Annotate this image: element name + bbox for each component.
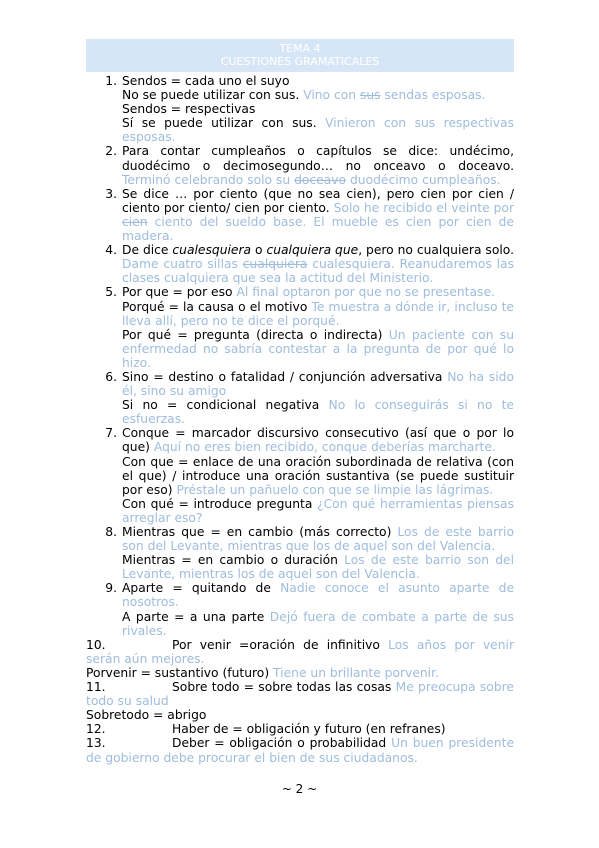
list-item bbox=[86, 144, 514, 186]
title-banner bbox=[86, 39, 514, 72]
list-item bbox=[86, 722, 514, 736]
item-number: 4. bbox=[105, 243, 117, 258]
example-text: duodécimo cumpleaños. bbox=[346, 172, 501, 187]
item-number: 9. bbox=[105, 581, 117, 596]
list-item bbox=[86, 680, 514, 722]
rule-line bbox=[86, 736, 514, 764]
example-text: cualesquiera. Reanudaremos las clases cualquiera que sea la actitud del Ministerio. bbox=[122, 257, 514, 286]
rule-line bbox=[122, 370, 514, 398]
example-text: Tiene un brillante porvenir. bbox=[269, 665, 439, 680]
list-item bbox=[86, 243, 514, 285]
rule-line bbox=[122, 88, 514, 102]
rule-text: Sendos = respectivas bbox=[122, 102, 256, 117]
item-number: 7. bbox=[105, 426, 117, 441]
struck-word: sus bbox=[359, 88, 381, 103]
rule-line bbox=[86, 638, 514, 666]
rule-line bbox=[122, 553, 514, 581]
rule-line bbox=[122, 116, 514, 144]
title-line-1: TEMA 4 bbox=[279, 42, 321, 55]
rule-line bbox=[122, 497, 514, 525]
example-text: Un buen presidente de gobierno debe procurar el bien de sus ciudadanos. bbox=[86, 736, 515, 765]
title-line-2: CUESTIONES GRAMATICALES bbox=[220, 55, 380, 68]
rule-line bbox=[122, 243, 514, 285]
example-text: Terminó celebrando solo su bbox=[122, 172, 295, 187]
italic-term: cualesquiera bbox=[172, 243, 252, 258]
rule-text: De dice bbox=[122, 243, 173, 258]
rule-text: Sobre todo = sobre todas las cosas bbox=[172, 680, 392, 695]
example-text: Un paciente con su enfermedad no sabría contestar a la pregunta de por qué lo hizo. bbox=[122, 327, 514, 370]
list-item bbox=[86, 426, 514, 525]
rule-text: Porqué = la causa o el motivo bbox=[122, 299, 308, 314]
struck-word: doceavo bbox=[294, 172, 347, 187]
list-item bbox=[86, 187, 514, 243]
item-number: 3. bbox=[105, 186, 117, 201]
rule-line bbox=[122, 398, 514, 426]
example-text: Los de este barrio son del Levante, mientras los de aquel son del Valencia. bbox=[122, 553, 514, 582]
example-text: sendas esposas. bbox=[380, 88, 486, 103]
example-text: ¿Con qué herramientas piensas arreglar eso? bbox=[122, 496, 514, 525]
rule-line bbox=[122, 187, 514, 243]
rule-line bbox=[122, 455, 514, 497]
rule-line bbox=[122, 610, 514, 638]
item-number: 2. bbox=[105, 144, 117, 159]
rule-line bbox=[122, 285, 514, 299]
struck-word: cualquiera bbox=[242, 257, 308, 272]
example-text: No ha sido él, sino su amigo bbox=[122, 369, 514, 399]
rule-text: Sendos = cada uno el suyo bbox=[122, 74, 290, 88]
item-number: 12. bbox=[86, 722, 106, 737]
example-text: Los de este barrio son del Levante, mientras que los de aquel son del Valencia. bbox=[122, 525, 514, 554]
rule-text: Conque = marcador discursivo consecutivo (así que o por lo que) bbox=[122, 426, 514, 455]
rule-line bbox=[122, 300, 514, 328]
item-number: 8. bbox=[105, 525, 117, 539]
example-text: Préstale un pañuelo con que se limpie las lágrimas. bbox=[172, 482, 494, 497]
rule-text: Se dice … por ciento (que no sea cien), pero cien por cien / ciento por ciento/ cien por ciento. bbox=[122, 186, 514, 215]
example-text: Te muestra a dónde ir, incluso te lleva allí, pero no te dice el porqué. bbox=[122, 299, 515, 328]
list-item bbox=[86, 370, 514, 426]
rule-text: Porvenir = sustantivo (futuro) bbox=[86, 665, 270, 680]
list-item bbox=[86, 74, 514, 144]
item-number: 5. bbox=[105, 285, 117, 300]
example-text: Al final optaron por que no se presentase. bbox=[232, 285, 495, 300]
rule-text: , pero no cualquiera solo. bbox=[358, 243, 514, 258]
rule-text: Sino = destino o fatalidad / conjunción adversativa bbox=[122, 369, 443, 384]
rule-line bbox=[86, 666, 514, 680]
list-item bbox=[86, 581, 514, 637]
example-text: Vinieron con sus respectivas esposas. bbox=[122, 116, 514, 145]
rule-line bbox=[86, 722, 514, 736]
italic-term: cualquiera que bbox=[266, 243, 359, 258]
item-number: 11. bbox=[86, 680, 106, 695]
item-number: 1. bbox=[105, 74, 117, 88]
example-text: Dejó fuera de combate a parte de sus rivales. bbox=[122, 609, 514, 638]
rule-text: Con qué = introduce pregunta bbox=[122, 496, 313, 511]
item-number: 6. bbox=[105, 369, 117, 384]
item-number: 13. bbox=[86, 736, 106, 751]
example-text: Aquí no eres bien recibido, conque deberías marcharte. bbox=[149, 440, 496, 455]
rule-text: A parte = a una parte bbox=[122, 609, 265, 624]
rule-text: Con que = enlace de una oración subordinada de relativa (con el que) / introduce una oración sustantiva (se puede sustituir por eso) bbox=[122, 454, 514, 497]
rule-text: Mientras = en cambio o duración bbox=[122, 553, 338, 568]
rule-text: Si no = condicional negativa bbox=[122, 398, 320, 413]
rule-text: No se puede utilizar con sus. bbox=[122, 88, 300, 103]
rule-text: Haber de = obligación y futuro (en refranes) bbox=[172, 722, 446, 737]
list-item bbox=[86, 525, 514, 581]
grammar-list bbox=[86, 74, 514, 765]
rule-text: Sí se puede utilizar con sus. bbox=[122, 116, 317, 131]
item-number: 10. bbox=[86, 637, 106, 652]
example-text: Me preocupa sobre todo su salud bbox=[86, 680, 514, 709]
rule-line bbox=[122, 144, 514, 186]
rule-text: Deber = obligación o probabilidad bbox=[172, 736, 387, 751]
rule-line bbox=[122, 581, 514, 609]
page-number: ~ 2 ~ bbox=[281, 782, 318, 796]
rule-line bbox=[86, 708, 514, 722]
example-text: Solo he recibido el veinte por bbox=[329, 200, 514, 215]
example-text: Los años por venir serán aún mejores. bbox=[86, 637, 514, 666]
example-text: No lo conseguirás si no te esfuerzas. bbox=[122, 398, 514, 427]
rule-text: Para contar cumpleaños o capítulos se dice: undécimo, duodécimo o decimosegundo… no onceavo o doceavo. bbox=[122, 144, 514, 173]
rule-text: Por que = por eso bbox=[122, 285, 233, 300]
rule-line bbox=[122, 328, 514, 370]
rule-line bbox=[122, 74, 514, 88]
rule-line bbox=[122, 102, 514, 116]
list-item bbox=[86, 638, 514, 680]
rule-text: Sobretodo = abrigo bbox=[86, 708, 207, 723]
rule-line bbox=[122, 426, 514, 454]
list-item bbox=[86, 285, 514, 370]
struck-word: cien bbox=[122, 214, 148, 229]
rule-text: Mientras que = en cambio (más correcto) bbox=[122, 525, 392, 539]
example-text: Vino con bbox=[299, 88, 360, 103]
example-text: Dame cuatro sillas bbox=[122, 257, 243, 272]
rule-line bbox=[122, 525, 514, 553]
rule-text: o bbox=[251, 243, 267, 258]
example-text: Nadie conoce el asunto aparte de nosotros. bbox=[122, 581, 515, 610]
rule-text: Por qué = pregunta (directa o indirecta) bbox=[122, 327, 383, 342]
rule-text: Aparte = quitando de bbox=[122, 581, 271, 596]
list-item bbox=[86, 736, 514, 764]
rule-line bbox=[86, 680, 514, 708]
example-text: ciento del sueldo base. El mueble es cien por cien de madera. bbox=[122, 214, 514, 244]
rule-text: Por venir =oración de infinitivo bbox=[172, 637, 380, 652]
